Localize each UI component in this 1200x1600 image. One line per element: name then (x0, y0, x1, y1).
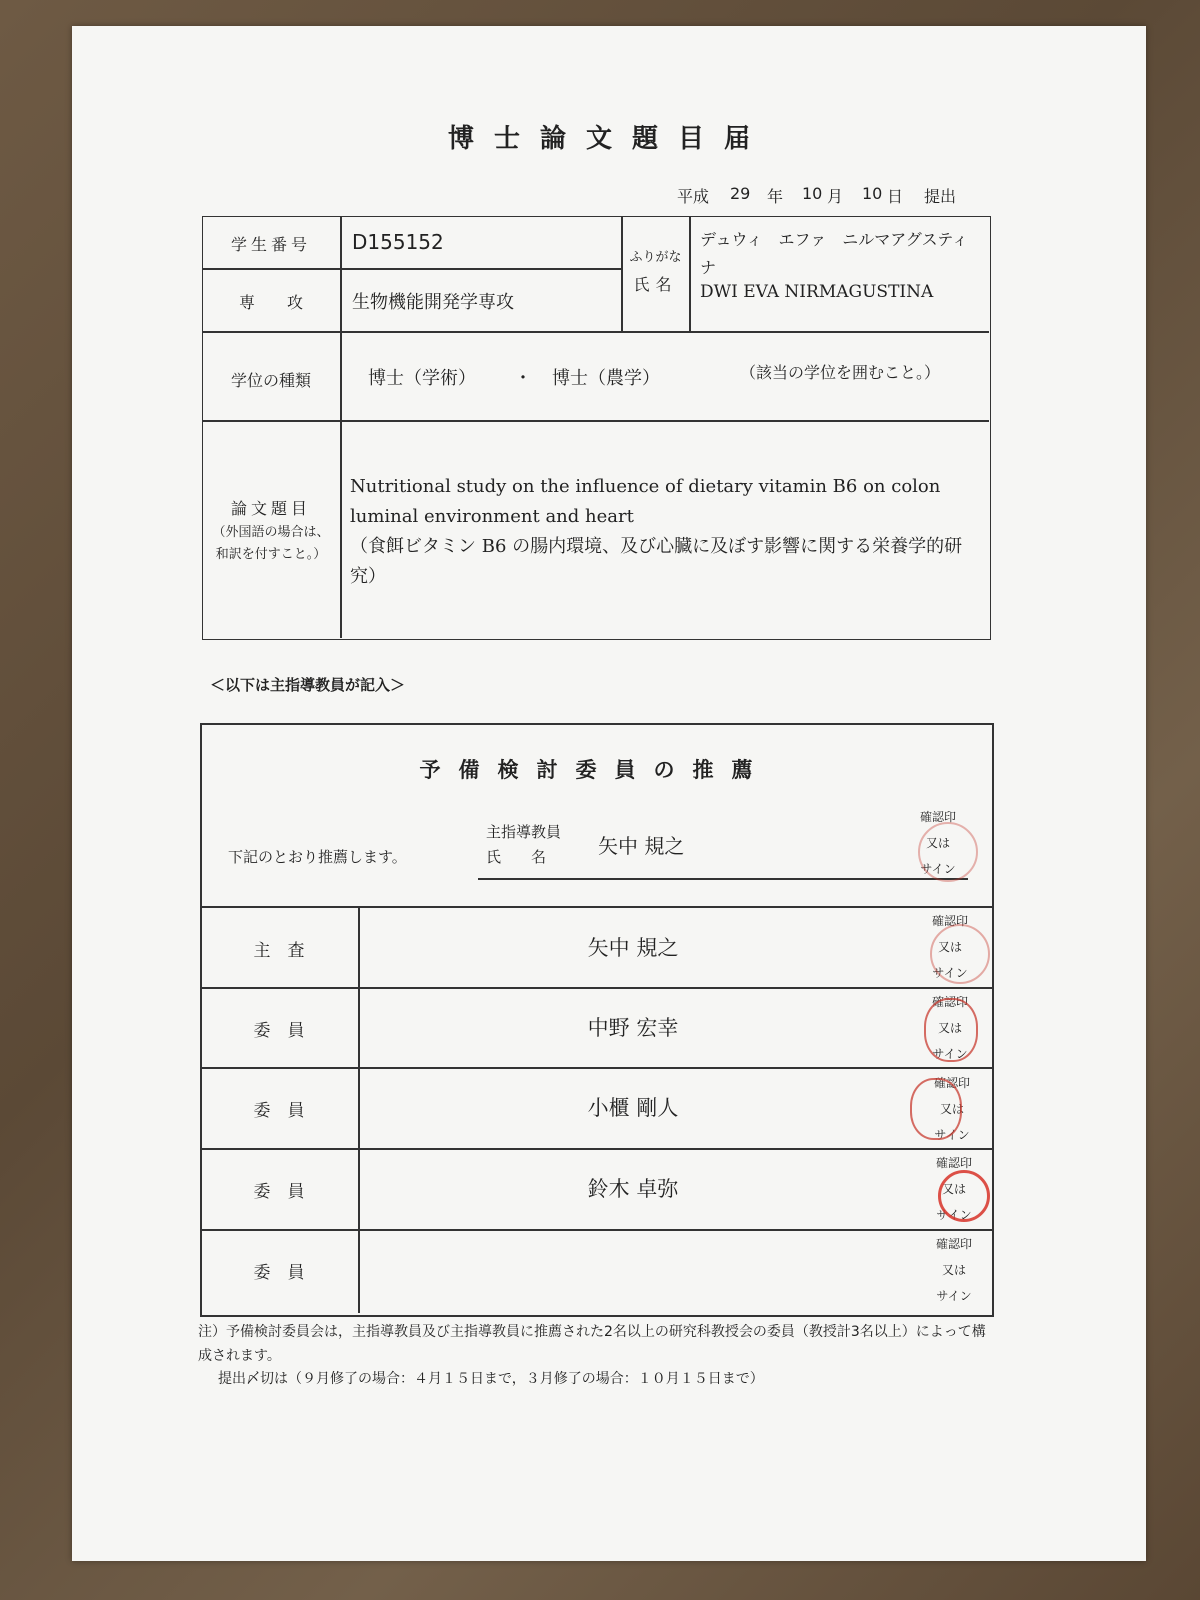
advisor-name: 矢中 規之 (598, 834, 685, 858)
name-value: DWI EVA NIRMAGUSTINA (700, 282, 934, 302)
seal-label-3-c: サイン (934, 1128, 970, 1142)
thesis-label: 論文題目 (230, 499, 311, 518)
seal-label-2-a: 確認印 (931, 995, 968, 1009)
degree-option-2: 博士（農学） (552, 368, 660, 389)
major-value: 生物機能開発学専攻 (352, 292, 514, 313)
advisor-seal-label-2: 又は (925, 836, 950, 850)
name-furigana: デュウィ エファ ニルマアグスティナ (700, 230, 969, 277)
advisor-seal-stamp (918, 822, 978, 882)
seal-label-5-b: 又は (941, 1263, 966, 1277)
seal-label-1-a: 確認印 (931, 914, 968, 928)
form-paper (72, 26, 1146, 1561)
seal-stamp-4 (938, 1170, 990, 1222)
date-era: 平成 (677, 187, 710, 206)
seal-label-4-c: サイン (936, 1208, 972, 1222)
committee-name-3: 小櫃 剛人 (587, 1096, 679, 1120)
committee-role-3: 委 員 (253, 1101, 305, 1121)
committee-role-5: 委 員 (253, 1263, 305, 1283)
seal-label-4-a: 確認印 (935, 1156, 972, 1170)
seal-label-1-c: サイン (932, 966, 968, 980)
form-title: 博士論文題目届 (447, 124, 770, 154)
date-month: 10 (802, 184, 823, 203)
date-day-unit: 日 (887, 187, 904, 206)
seal-label-5-a: 確認印 (935, 1237, 972, 1251)
seal-stamp-1 (930, 924, 990, 984)
committee-heading: 予備検討委員の推薦 (419, 758, 771, 782)
seal-label-3-a: 確認印 (933, 1076, 970, 1090)
degree-label: 学位の種類 (230, 371, 311, 390)
seal-label-4-b: 又は (941, 1182, 966, 1196)
seal-label-5-c: サイン (936, 1289, 972, 1303)
thesis-label-note: （外国語の場合は、和訳を付すこと。） (212, 525, 330, 562)
furigana-label: ふりがな (629, 250, 682, 265)
seal-stamp-2 (924, 998, 978, 1062)
date-day: 10 (862, 184, 883, 203)
note-2: 提出〆切は（９月修了の場合：４月１５日まで，３月修了の場合：１０月１５日まで） (218, 1371, 764, 1387)
committee-name-4: 鈴木 卓弥 (587, 1177, 679, 1201)
seal-label-3-b: 又は (939, 1102, 964, 1116)
degree-separator: ・ (514, 368, 532, 389)
committee-name-1: 矢中 規之 (587, 936, 679, 960)
seal-label-2-b: 又は (937, 1021, 962, 1035)
thesis-title-en: Nutritional study on the influence of dietary vitamin B6 on colon luminal environment and heart (350, 476, 941, 527)
seal-label-2-c: サイン (932, 1047, 968, 1061)
date-year-unit: 年 (767, 187, 784, 206)
date-month-unit: 月 (827, 187, 844, 206)
degree-note: （該当の学位を囲むこと。） (740, 363, 941, 382)
date-year: 29 (730, 184, 751, 203)
major-label: 専 攻 (238, 293, 303, 312)
student-number-label: 学生番号 (230, 235, 311, 254)
thesis-title-ja: （食餌ビタミン B6 の腸内環境、及び心臓に及ぼす影響に関する栄養学的研究） (350, 536, 963, 587)
committee-role-4: 委 員 (253, 1182, 305, 1202)
advisor-label-2: 氏 名 (486, 848, 547, 866)
degree-option-1: 博士（学術） (368, 368, 476, 389)
date-suffix: 提出 (924, 187, 957, 206)
advisor-label-1: 主指導教員 (486, 823, 562, 841)
seal-stamp-3 (910, 1078, 962, 1140)
student-number: D155152 (352, 230, 444, 254)
seal-label-1-b: 又は (937, 940, 962, 954)
advisor-instruction: ＜以下は主指導教員が記入＞ (210, 676, 406, 694)
name-label: 氏名 (633, 275, 678, 294)
note-1: 注）予備検討委員会は，主指導教員及び主指導教員に推薦された2名以上の研究科教授会の委員（教授計3名以上）によって構成されます。 (198, 1324, 986, 1364)
committee-role-2: 委 員 (253, 1021, 305, 1041)
committee-role-1: 主 査 (253, 941, 305, 961)
committee-name-2: 中野 宏幸 (587, 1016, 679, 1040)
advisor-seal-label-3: サイン (920, 862, 956, 876)
advisor-seal-label-1: 確認印 (919, 810, 956, 824)
recommend-text: 下記のとおり推薦します。 (228, 848, 407, 866)
